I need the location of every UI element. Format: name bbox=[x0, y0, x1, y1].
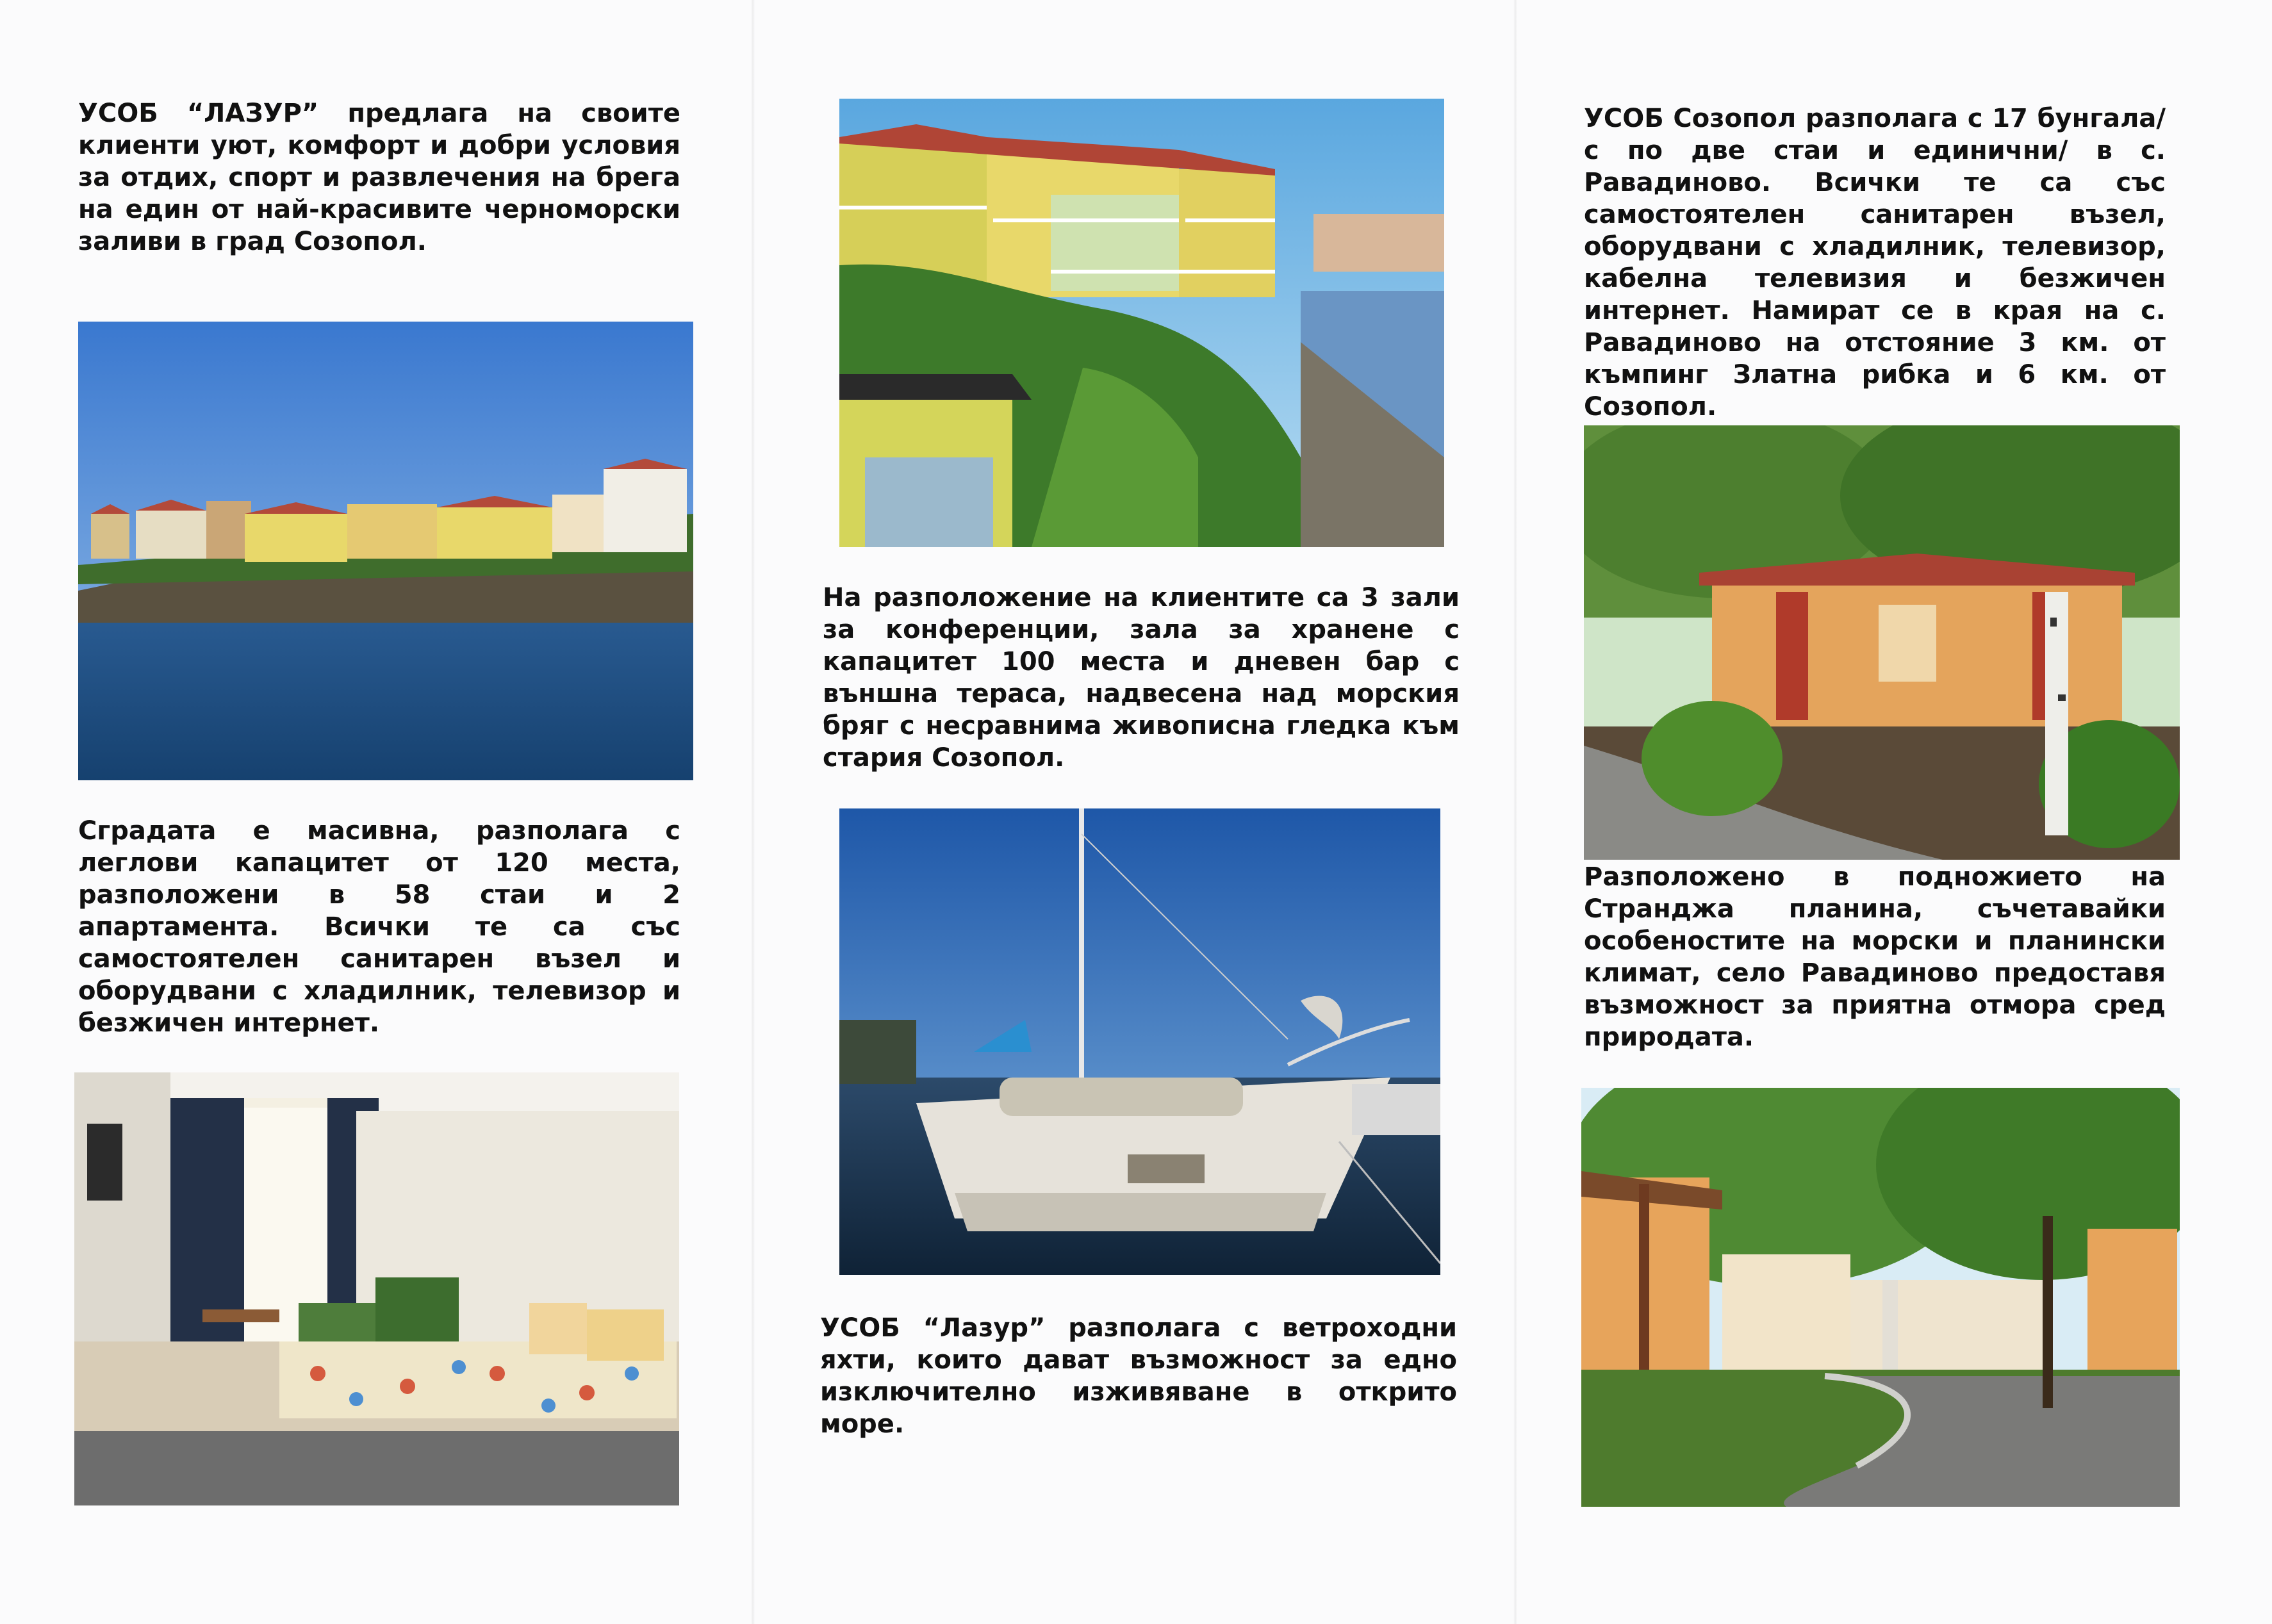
location-paragraph: Разположено в подножието на Странджа планина, съчетавайки особеностите на морски и планински климат, село Равадиново предоставя възможност за приятна отмора сред природата. bbox=[1584, 862, 2166, 1052]
fold-line-right bbox=[1513, 0, 1517, 1624]
hotel-cliff-photo bbox=[839, 99, 1444, 547]
building-paragraph: Сградата е масивна, разполага с леглови капацитет от 120 места, разположени в 58 стаи и 2 апартамента. Всички те са със самостоятелен санитарен възел и оборудвани с хладилник, телевизор и безжичен интернет. bbox=[78, 816, 680, 1038]
bungalow-garden-photo bbox=[1584, 425, 2180, 860]
yachts-paragraph: УСОБ “Лазур” разполага с ветроходни яхти, които дават възможност за едно изключително изживяване в открито море. bbox=[820, 1313, 1457, 1439]
bungalow-path-photo bbox=[1581, 1088, 2180, 1507]
hotel-room-photo bbox=[74, 1072, 679, 1505]
sailing-yacht-photo bbox=[839, 808, 1440, 1275]
sozopol-coast-photo bbox=[78, 322, 693, 780]
bungalows-paragraph: УСОБ Созопол разполага с 17 бунгала/с по две стаи и единични/ в с. Равадиново. Всички те са със самостоятелен санитарен възел, оборудвани с хладилник, телевизор, кабелна телевизия и безжичен интернет. Намират се в края на с. Равадиново на отстояние 3 км. от къмпинг Златна рибка и 6 км. от Созопол. bbox=[1584, 104, 2166, 422]
conference-paragraph: На разположение на клиентите са 3 зали за конференции, зала за хранене с капацитет 100 места и дневен бар с външна тераса, надвесена над морския бряг с несравнима живописна гледка към стария Созопол. bbox=[823, 583, 1460, 773]
intro-paragraph: УСОБ “ЛАЗУР” предлага на своите клиенти уют, комфорт и добри условия за отдих, спорт и развлечения на брега на един от най-красивите черноморски заливи в град Созопол. bbox=[78, 99, 680, 256]
fold-line-left bbox=[751, 0, 755, 1624]
